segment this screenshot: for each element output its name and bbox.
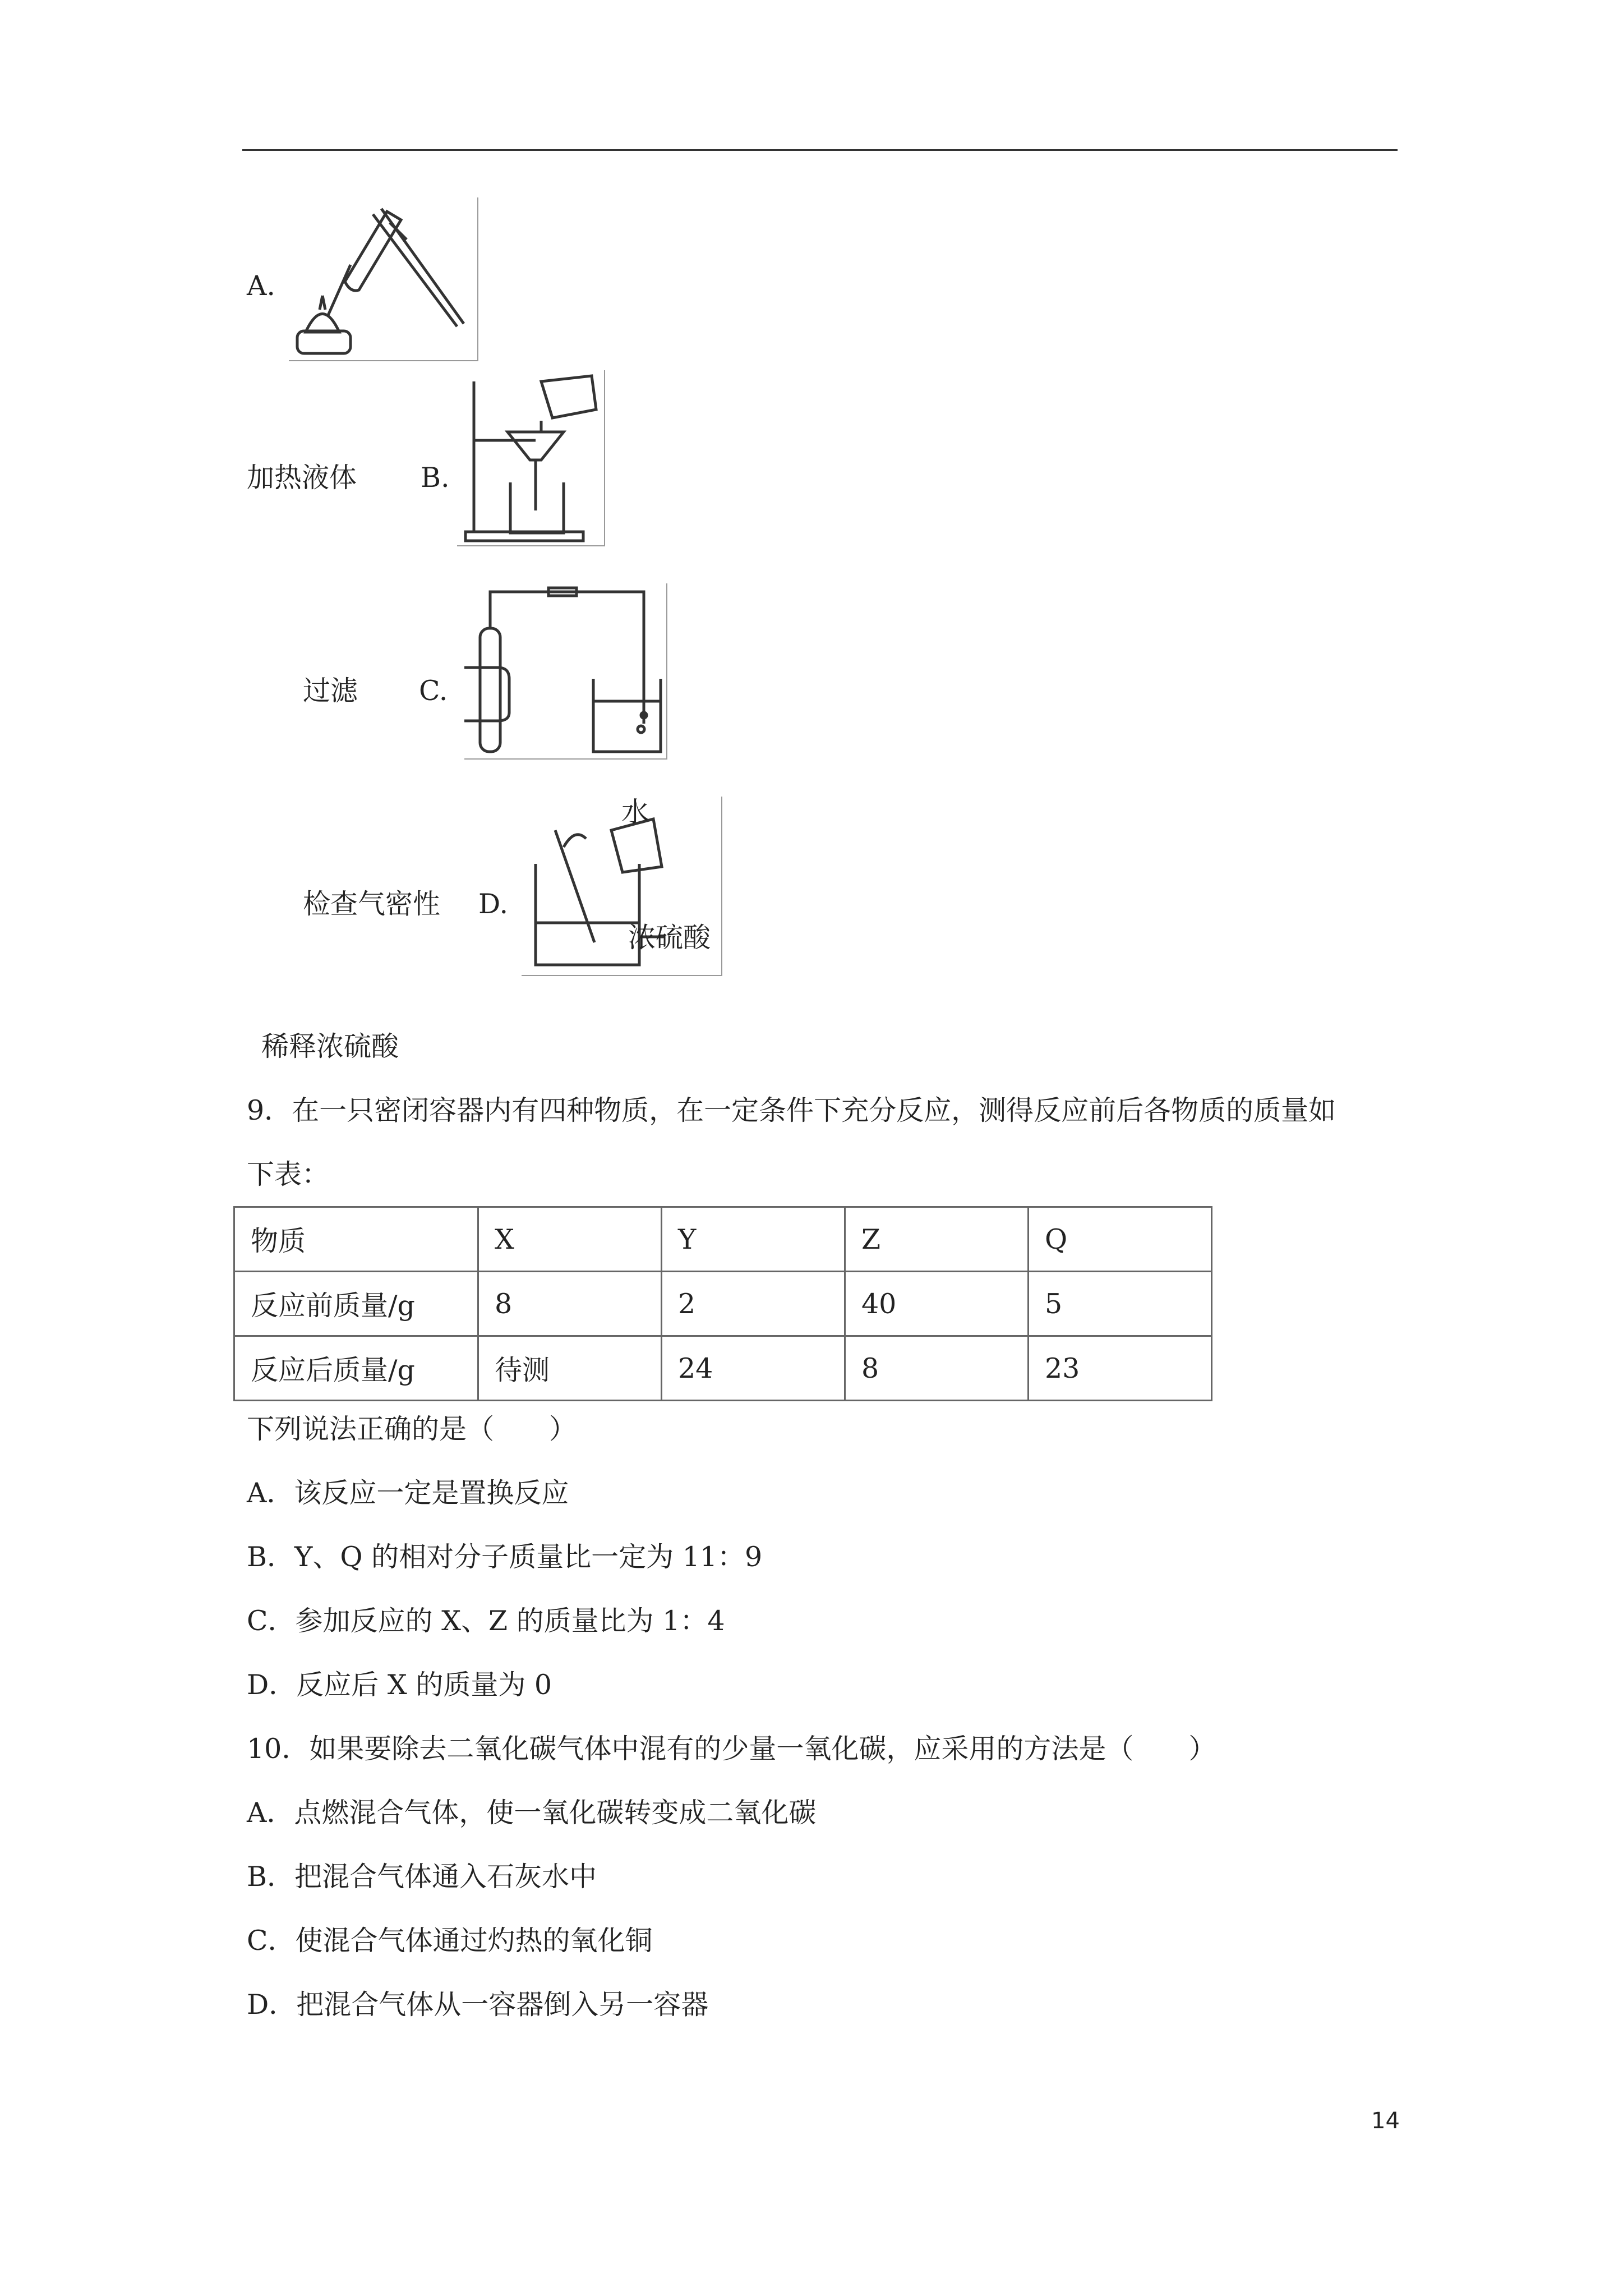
table-cell: X xyxy=(478,1207,662,1272)
table-cell: 40 xyxy=(845,1272,1029,1336)
page-number: 14 xyxy=(1371,2108,1400,2134)
table-cell: Z xyxy=(845,1207,1029,1272)
option-d-label: D. xyxy=(478,888,509,920)
table-cell: 反应后质量/g xyxy=(234,1336,478,1401)
table-row xyxy=(234,1272,1212,1336)
option-a-label: A. xyxy=(247,270,275,302)
table-cell: 待测 xyxy=(478,1336,662,1401)
table-cell: 8 xyxy=(478,1272,662,1336)
filtration-figure xyxy=(457,370,605,546)
caption-airtightness: 检查气密性 xyxy=(303,888,441,920)
q9-option-d: D．反应后 X 的质量为 0 xyxy=(247,1669,552,1701)
dilute-acid-figure xyxy=(522,797,722,976)
q10-option-d: D．把混合气体从一容器倒入另一容器 xyxy=(247,1989,709,2021)
table-row xyxy=(234,1207,1212,1272)
table-cell: 2 xyxy=(662,1272,845,1336)
table-cell: Y xyxy=(662,1207,845,1272)
table-cell: 23 xyxy=(1029,1336,1212,1401)
table-cell: 24 xyxy=(662,1336,845,1401)
q9-stem-line2: 下表： xyxy=(247,1158,330,1190)
airtightness-check-figure xyxy=(464,583,667,760)
caption-filtration: 过滤 xyxy=(303,675,358,707)
q9-question: 下列说法正确的是（ ） xyxy=(247,1413,577,1445)
table-row xyxy=(234,1336,1212,1401)
option-c-label: C. xyxy=(419,675,448,707)
caption-dilute-acid: 稀释浓硫酸 xyxy=(261,1030,399,1062)
q10-option-a: A．点燃混合气体，使一氧化碳转变成二氧化碳 xyxy=(247,1797,817,1829)
q10-stem: 10．如果要除去二氧化碳气体中混有的少量一氧化碳，应采用的方法是（ ） xyxy=(247,1733,1216,1765)
fig-label-water: 水 xyxy=(621,797,649,828)
q9-option-b: B．Y、Q 的相对分子质量比一定为 11：9 xyxy=(247,1541,763,1573)
q9-option-a: A．该反应一定是置换反应 xyxy=(247,1477,569,1509)
caption-heating-liquid: 加热液体 xyxy=(247,462,357,494)
table-cell: 8 xyxy=(845,1336,1029,1401)
header-rule xyxy=(242,149,1398,151)
heating-liquid-figure xyxy=(289,197,478,361)
table-cell: 物质 xyxy=(234,1207,478,1272)
table-cell: 5 xyxy=(1029,1272,1212,1336)
option-b-label: B. xyxy=(421,462,450,494)
fig-label-acid: 浓硫酸 xyxy=(628,922,711,954)
q10-option-c: C．使混合气体通过灼热的氧化铜 xyxy=(247,1925,653,1957)
q9-option-c: C．参加反应的 X、Z 的质量比为 1：4 xyxy=(247,1605,725,1637)
q9-stem-line1: 9．在一只密闭容器内有四种物质，在一定条件下充分反应，测得反应前后各物质的质量如 xyxy=(247,1094,1336,1126)
q10-option-b: B．把混合气体通入石灰水中 xyxy=(247,1861,597,1893)
table-cell: 反应前质量/g xyxy=(234,1272,478,1336)
mass-table xyxy=(233,1206,1212,1401)
table-cell: Q xyxy=(1029,1207,1212,1272)
